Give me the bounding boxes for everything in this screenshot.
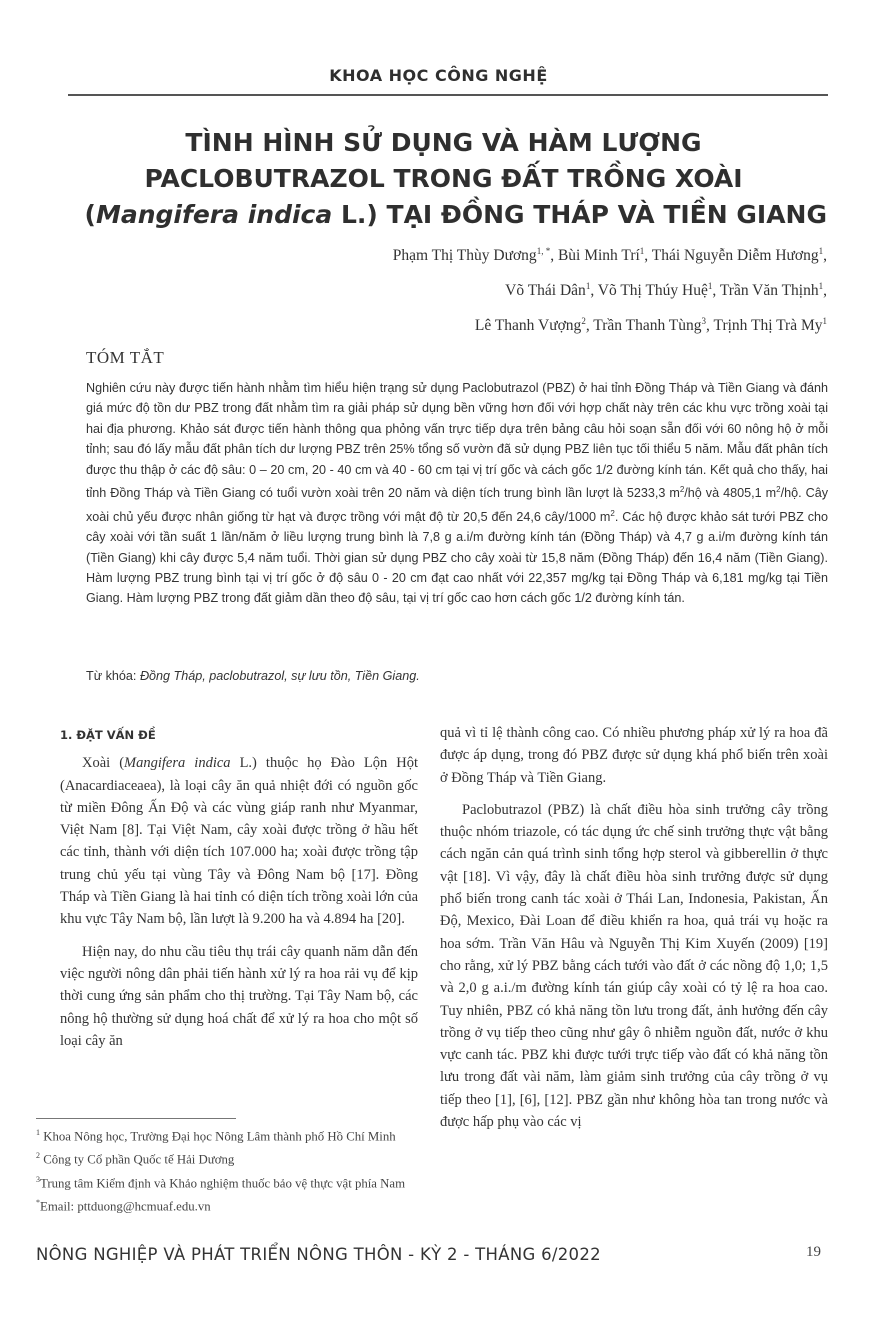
author-line-1: Phạm Thị Thùy Dương$^{1, *}$, Bùi Minh Trí$^1$, Thái Nguyễn Diễm Hương$^1$, xyxy=(392,246,827,265)
title-line-1: TÌNH HÌNH SỬ DỤNG VÀ HÀM LƯỢNG xyxy=(185,128,702,157)
paragraph: Hiện nay, do nhu cầu tiêu thụ trái cây quanh năm dẫn đến việc người nông dân phải tiến hành xử lý ra hoa rải vụ để kịp thời cung ứng sản phẩm cho thị trường. Tại Tây Nam bộ, các nông hộ thường sử dụng hoá chất để xử lý ra hoa cho một số loại cây ăn xyxy=(60,943,418,1049)
keywords xyxy=(86,669,828,683)
abstract-part: /hộ và 4805,1 m xyxy=(684,486,777,501)
article-title xyxy=(60,125,827,233)
author-name: Võ Thái Dân xyxy=(505,282,586,300)
author-affiliation: 3 xyxy=(701,316,707,327)
author-name: Bùi Minh Trí xyxy=(557,247,640,265)
species-name: Mangifera indica xyxy=(124,755,231,772)
author-name: Trần Văn Thịnh xyxy=(719,282,819,300)
footnote-text: Khoa Nông học, Trường Đại học Nông Lâm thành phố Hồ Chí Minh xyxy=(40,1129,396,1144)
title-species: Mangifera indica xyxy=(95,200,333,229)
author-line-3: Lê Thanh Vượng$^2$, Trần Thanh Tùng$^3$, Trịnh Thị Trà My$^1$ xyxy=(474,316,827,335)
abstract-text xyxy=(86,378,828,609)
author-affiliation: 1 xyxy=(639,246,645,256)
paragraph: Paclobutrazol (PBZ) là chất điều hòa sinh trưởng cây trồng thuộc nhóm triazole, có tác dụng ức chế sinh trưởng thực vật bằng cách ngăn cản quá trình sinh tổng hợp sterol và gibberellin ở thực vật [18]. Vì vậy, đây là chất điều hòa sinh trưởng được sử dụng phổ biến trong canh tác xoài ở Thái Lan, Indonesia, Pakistan, Ấn Độ, Mexico, Đài Loan để điều khiển ra hoa, quả trái vụ hoặc ra hoa sớm. Trần Văn Hâu và Nguyễn Thị Kim Xuyến (2009) [19] cho rằng, xử lý PBZ bằng cách tưới vào đất ở các nồng độ 1,0; 1,5 và 2,0 g a.i./m đường kính tán giúp cây xoài có tỷ lệ ra hoa cao. Tuy nhiên, PBZ có khả năng tồn lưu trong đất, ảnh hưởng đến cây trồng ở vụ tiếp theo cũng như gây ô nhiễm nguồn đất, nước ở khu vực canh tác. PBZ khi được tưới trực tiếp vào đất có khả năng tồn lưu trong đất vài năm, làm giảm sinh trưởng của cây trồng ở vụ tiếp theo [1], [6], [12]. PBZ gần như không hòa tan trong nước và được hấp phụ vào các vị xyxy=(440,801,828,1131)
journal-footer: NÔNG NGHIỆP VÀ PHÁT TRIỂN NÔNG THÔN - KỲ 2 - THÁNG 6/2022 xyxy=(36,1245,601,1264)
abstract-part: Nghiên cứu này được tiến hành nhằm tìm hiểu hiện trạng sử dụng Paclobutrazol (PBZ) ở hai tỉnh Đồng Tháp và Tiền Giang và đánh giá mức độ tồn dư PBZ trong đất nhằm tìm ra giải pháp sử dụng bền vững hơn đối với hợp chất này trên các khu vực trồng xoài tại hai địa phương. Khảo sát được tiến hành thông qua phỏng vấn trực tiếp dựa trên bảng câu hỏi soạn sẵn đối với 60 nông hộ ở mỗi tỉnh; sau đó lấy mẫu đất phân tích dư lượng PBZ trên 25% tổng số vườn đã sử dụng PBZ liên tục tối thiểu 5 năm. Mẫu đất phân tích được thu thập ở các độ sâu: 0 – 20 cm, 20 - 40 cm và 40 - 60 cm tại vị trí gốc và cách gốc 1/2 đường kính tán. Kết quả cho thấy, hai tỉnh Đồng Tháp và Tiền Giang có tuổi vườn xoài trên 20 năm và diện tích trung bình lần lượt là 5233,3 m xyxy=(86,381,828,501)
abstract-heading: TÓM TẮT xyxy=(86,348,165,367)
title-line-2: PACLOBUTRAZOL TRONG ĐẤT TRỒNG XOÀI xyxy=(144,164,743,193)
abstract-part: /hộ. Cây xoài chủ yếu được nhân giống từ hạt và được trồng với mật độ từ 20,5 đến 24,6 cây/1000 m xyxy=(86,486,828,524)
author-name: Trịnh Thị Trà My xyxy=(713,317,823,335)
footnotes xyxy=(36,1124,424,1217)
footnote-divider xyxy=(36,1118,236,1119)
title-line-3-rest: L.) TẠI ĐỒNG THÁP VÀ TIỀN GIANG xyxy=(332,200,827,229)
keywords-list: Đồng Tháp, paclobutrazol, sự lưu tồn, Tiền Giang. xyxy=(139,669,420,683)
author-list xyxy=(300,236,827,341)
paragraph-text: L.) thuộc họ Đào Lộn Hột (Anacardiaceaea), là loại cây ăn quả nhiệt đới có nguồn gốc từ miền Đông Ấn Độ và các vùng giáp ranh như Myanmar, Việt Nam [8]. Tại Việt Nam, cây xoài được trồng ở hầu hết các tỉnh, thành với diện tích 107.000 ha; xoài được trồng tập trung chủ yếu tại vùng Tây và Đông Nam bộ [17]. Đồng Tháp và Tiền Giang là hai tỉnh có diện tích trồng xoài lớn của khu vực Tây Nam bộ, lần lượt là 9.200 ha và 4.894 ha [20]. xyxy=(60,755,419,928)
title-paren: ( xyxy=(84,200,96,229)
footnote-marker: 2 xyxy=(36,1151,40,1161)
footnote-marker: * xyxy=(36,1197,40,1207)
author-name: Võ Thị Thúy Huệ xyxy=(597,282,708,300)
author-affiliation: 2 xyxy=(581,316,586,327)
author-name: Phạm Thị Thùy Dương xyxy=(392,247,537,265)
footnote xyxy=(36,1194,424,1215)
footnote xyxy=(36,1171,424,1192)
title-line-3 xyxy=(60,197,827,233)
body-column-right xyxy=(440,722,828,1133)
footnote-text: Công ty Cổ phần Quốc tế Hải Dương xyxy=(40,1152,235,1167)
footnote-text: Trung tâm Kiểm định và Khảo nghiệm thuốc bảo vệ thực vật phía Nam xyxy=(40,1175,406,1190)
footnote xyxy=(36,1124,424,1145)
keywords-label: Từ khóa: xyxy=(86,669,140,683)
paragraph: quả vì tỉ lệ thành công cao. Có nhiều phương pháp xử lý ra hoa đã được áp dụng, trong đó PBZ được sử dụng khá phổ biến trên xoài ở Đồng Tháp và Tiền Giang. xyxy=(440,725,828,786)
page-number: 19 xyxy=(806,1244,821,1260)
author-affiliation: 1 xyxy=(585,281,591,292)
author-affiliation: 1 xyxy=(818,281,824,292)
header-divider xyxy=(68,94,828,96)
footnote-marker: 1 xyxy=(36,1128,40,1137)
paragraph-text: Xoài ( xyxy=(82,755,125,772)
author-affiliation: 1 xyxy=(818,246,824,256)
footnote-marker: 3 xyxy=(36,1174,40,1184)
author-line-2: Võ Thái Dân$^1$, Võ Thị Thúy Huệ$^1$, Trần Văn Thịnh$^1$, xyxy=(505,281,827,300)
paragraph xyxy=(60,752,418,930)
footnote xyxy=(36,1147,424,1168)
author-affiliation: 1 xyxy=(707,281,713,292)
author-name: Lê Thanh Vượng xyxy=(474,317,582,335)
author-name: Trần Thanh Tùng xyxy=(593,317,702,335)
superscript: 2 xyxy=(776,485,781,495)
author-affiliation: 1 xyxy=(822,316,827,327)
author-affiliation: 1, * xyxy=(536,246,551,256)
body-column-left xyxy=(60,724,418,1052)
footnote-email: Email: pttduong@hcmuaf.edu.vn xyxy=(40,1199,211,1214)
superscript: 2 xyxy=(679,485,685,495)
superscript: 2 xyxy=(610,508,615,518)
section-heading: 1. ĐẶT VẤN ĐỀ xyxy=(60,728,156,742)
journal-section-header: KHOA HỌC CÔNG NGHỆ xyxy=(329,66,548,85)
abstract-part: . Các hộ được khảo sát tưới PBZ cho cây xoài với tần suất 1 lần/năm ở liều lượng trung bình là 7,8 g a.i/m đường kính tán (Đồng Tháp) và 4,7 g a.i/m đường kính tán (Tiền Giang) khi cây được 5,4 năm tuổi. Thời gian sử dụng PBZ cho cây xoài từ 15,8 năm (Đồng Tháp) đến 16,4 năm (Tiền Giang). Hàm lượng PBZ trung bình tại vị trí gốc ở độ sâu 0 - 20 cm đạt cao nhất với 22,357 mg/kg tại Đồng Tháp và 6,181 mg/kg tại Tiền Giang. Hàm lượng PBZ trong đất giảm dần theo độ sâu, tại vị trí gốc cao hơn cách gốc 1/2 đường kính tán. xyxy=(86,509,828,606)
author-name: Thái Nguyễn Diễm Hương xyxy=(651,247,819,265)
